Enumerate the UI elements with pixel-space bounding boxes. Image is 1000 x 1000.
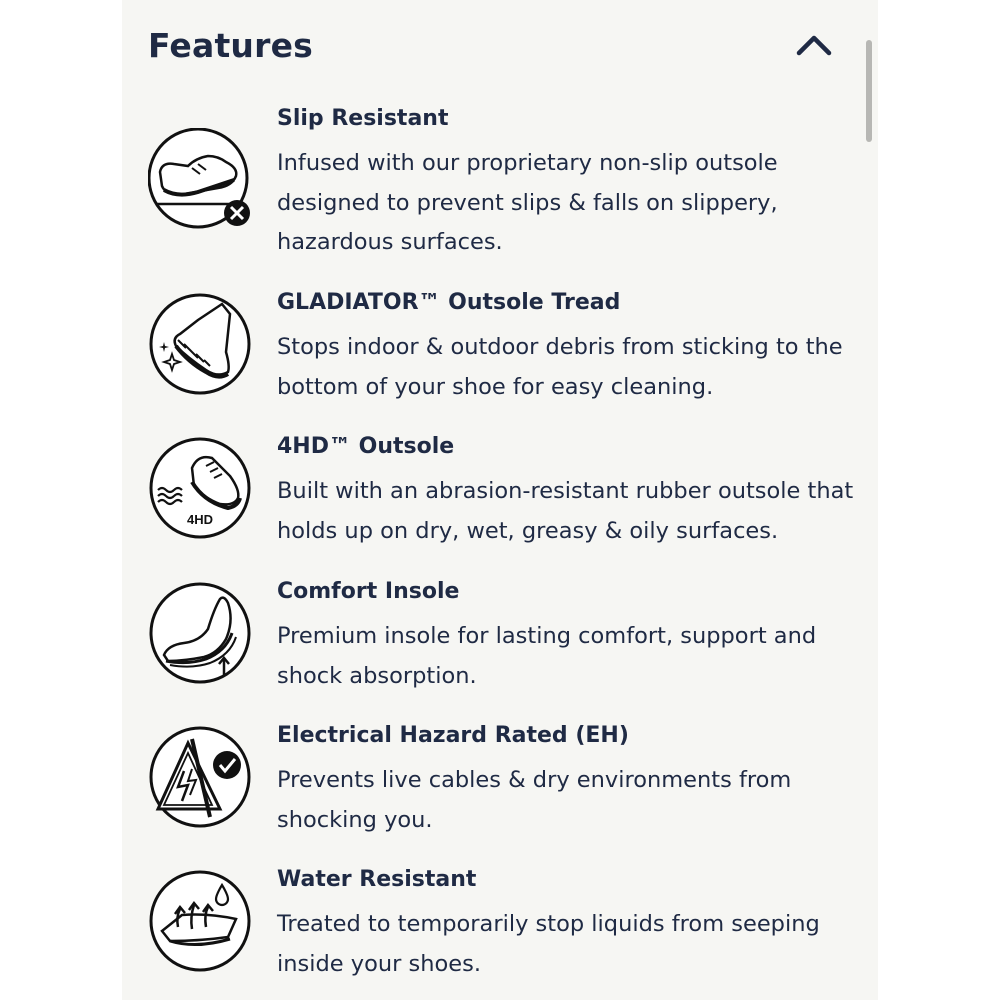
comfort-insole-icon [148, 581, 252, 685]
water-resistant-icon [148, 869, 252, 973]
feature-item-outsole-tread [122, 290, 878, 430]
features-panel [122, 0, 878, 1000]
feature-item-slip-resistant [122, 106, 878, 255]
slip-resistant-icon [148, 128, 252, 232]
feature-title: GLADIATOR™ Outsole Tread [277, 290, 621, 315]
feature-title: Water Resistant [277, 867, 477, 892]
features-header[interactable] [122, 0, 878, 95]
feature-description: Treated to temporarily stop liquids from seeping inside your shoes. [277, 911, 820, 977]
outsole-tread-icon [148, 292, 252, 396]
chevron-up-icon[interactable] [794, 30, 834, 60]
feature-title: Slip Resistant [277, 106, 449, 131]
feature-item-electrical-hazard [122, 723, 878, 863]
feature-item-4hd-outsole [122, 434, 878, 574]
4hd-label: 4HD [186, 512, 214, 527]
feature-description: Stops indoor & outdoor debris from sticking to the bottom of your shoe for easy cleaning. [277, 334, 843, 400]
feature-description: Infused with our proprietary non-slip outsole designed to prevent slips & falls on slippery, hazardous surfaces. [277, 150, 778, 255]
feature-title: Electrical Hazard Rated (EH) [277, 723, 629, 748]
feature-item-comfort-insole [122, 579, 878, 719]
feature-item-water-resistant [122, 867, 878, 1000]
electrical-hazard-icon [148, 725, 252, 829]
feature-description: Built with an abrasion-resistant rubber outsole that holds up on dry, wet, greasy & oily surfaces. [277, 478, 854, 544]
feature-title: 4HD™ Outsole [277, 434, 455, 459]
section-title: Features [148, 26, 314, 65]
feature-description: Premium insole for lasting comfort, support and shock absorption. [277, 623, 817, 689]
4hd-outsole-icon [148, 436, 252, 540]
feature-description: Prevents live cables & dry environments from shocking you. [277, 767, 792, 833]
feature-title: Comfort Insole [277, 579, 460, 604]
